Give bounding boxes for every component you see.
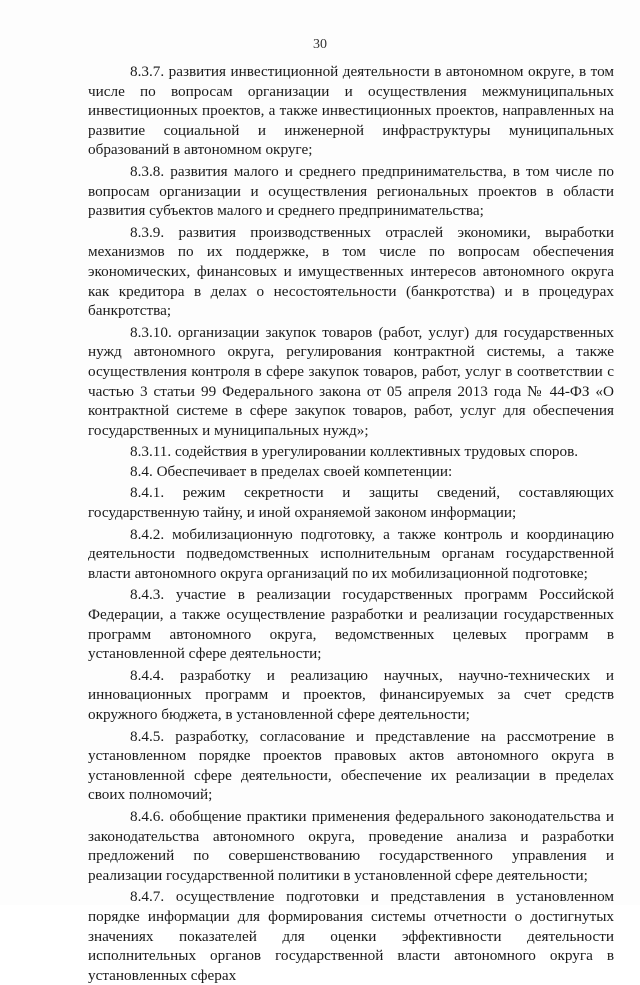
document-body (88, 62, 614, 985)
page-number: 30 (313, 37, 327, 52)
paragraph-8-4-2: 8.4.2. мобилизационную подготовку, а также контроль и координацию деятельности подведомственных исполнительным органам государственной власти автономного округа организаций по их мобилизационной подготовке; (88, 525, 614, 582)
paragraph-8-4-7: 8.4.7. осуществление подготовки и представления в установленном порядке информации для формирования системы отчетности о достигнутых значениях показателей для оценки эффективности деятельности исполнительных органов государственной власти автономного округа в установленных сферах (88, 888, 614, 984)
paragraph-8-4-6: 8.4.6. обобщение практики применения федерального законодательства и законодательства автономного округа, проведение анализа и разработки предложений по совершенствованию государственного управления и реализации государственной политики в установленной сфере деятельности; (88, 807, 614, 884)
paragraph-8-4-3: 8.4.3. участие в реализации государственных программ Российской Федерации, а также осуществление разработки и реализации государственных программ автономного округа, ведомственных целевых программ в установленной сфере деятельности; (88, 586, 614, 663)
paragraph-8-4-4: 8.4.4. разработку и реализацию научных, научно-технических и инновационных программ и проектов, финансируемых за счет средств окружного бюджета, в установленной сфере деятельности; (88, 666, 614, 723)
paragraph-8-4: 8.4. Обеспечивает в пределах своей компетенции: (130, 462, 453, 480)
paragraph-8-3-7: 8.3.7. развития инвестиционной деятельности в автономном округе, в том числе по вопросам организации и осуществления межмуниципальных инвестиционных проектов, а также инвестиционных проектов, направленных на развитие социальной и инженерной инфраструктуры муниципальных образований в автономном округе; (88, 63, 614, 159)
paragraph-8-3-10: 8.3.10. организации закупок товаров (работ, услуг) для государственных нужд автономного округа, регулирования контрактной системы, а также осуществления контроля в сфере закупок товаров, работ, услуг в соответствии с частью 3 статьи 99 Федерального закона от 05 апреля 2013 года № 44-ФЗ «О контрактной системе в сфере закупок товаров, работ, услуг для обеспечения государственных и муниципальных нужд»; (88, 323, 614, 439)
paragraph-8-3-9: 8.3.9. развития производственных отраслей экономики, выработки механизмов по их поддержке, в том числе по вопросам обеспечения экономических, финансовых и имущественных интересов автономного округа как кредитора в делах о несостоятельности (банкротства) и в процедурах банкротства; (88, 223, 614, 320)
paragraph-8-4-1: 8.4.1. режим секретности и защиты сведений, составляющих государственную тайну, и иной охраняемой законом информации; (88, 484, 614, 522)
paragraph-8-3-11: 8.3.11. содействия в урегулировании коллективных трудовых споров. (130, 443, 579, 461)
paragraph-8-4-5: 8.4.5. разработку, согласование и представление на рассмотрение в установленном порядке проектов правовых актов автономного округа в установленной сфере деятельности, обеспечение их реализации в пределах своих полномочий; (88, 727, 614, 804)
paragraph-8-3-8: 8.3.8. развития малого и среднего предпринимательства, в том числе по вопросам организации и осуществления региональных проектов в области развития субъектов малого и среднего предпринимательства; (88, 162, 614, 220)
